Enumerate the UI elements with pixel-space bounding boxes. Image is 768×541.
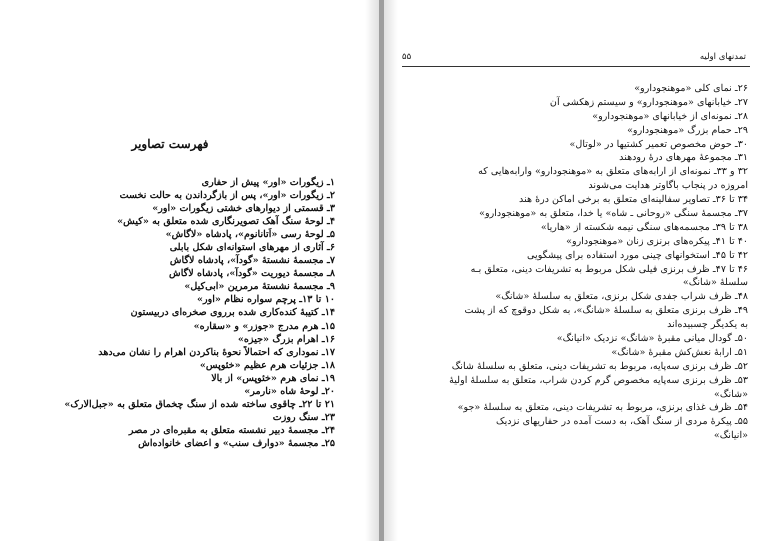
list-item-line: ۵۱ـ ارابهٔ نعش‌کش مقبرهٔ «شانگ» xyxy=(611,346,748,358)
toc-entry: ۴ـ لوحهٔ سنگ آهک تصویرنگاری شده متعلق به «کیش» xyxy=(117,216,335,228)
list-item-line: «شانگ» xyxy=(714,388,748,400)
illustration-list-continued xyxy=(422,82,748,443)
list-item xyxy=(422,415,748,443)
toc-entry: ۵ـ لوحهٔ رسی «اَتانانوم»، پادشاه «لاگاش» xyxy=(165,229,335,241)
toc-entry: ۳ـ قسمتی از دیوارهای خشتی زیگورات «اور» xyxy=(152,203,335,215)
list-item-line: ۴۸ـ ظرف شراب جفدی شکل برنزی، متعلق به سلسلهٔ «شانگ» xyxy=(495,291,748,303)
list-item xyxy=(422,124,748,138)
list-item xyxy=(422,332,748,346)
toc-entry: ۱ـ زیگورات «اور» پیش از حفاری xyxy=(201,177,335,188)
list-item xyxy=(422,207,748,221)
running-header xyxy=(402,52,750,67)
list-item-line: ۵۲ـ ظرف برنزی سه‌پایه، مربوط به تشریفات دینی، متعلق به سلسلهٔ شانگ xyxy=(451,360,748,372)
list-item-line: ۲۶ـ نمای کلی «موهنجودارو» xyxy=(634,83,748,94)
running-title: تمدنهای اولیه xyxy=(699,52,746,62)
list-item xyxy=(422,263,748,291)
left-page xyxy=(0,0,379,541)
list-item-line: ۳۸ تا ۳۹ـ مجسمه‌های سنگی نیمه شکسته از «هاریا» xyxy=(540,221,748,233)
list-item xyxy=(422,346,748,360)
toc-entry: ۷ـ مجسمهٔ نشستهٔ «گودآ»، پادشاه لاگاش xyxy=(169,255,335,267)
list-item-line: ۵۴ـ ظرف غذای برنزی، مربوط به تشریفات دینی، متعلق به سلسلهٔ «جو» xyxy=(457,402,748,414)
illustration-list xyxy=(60,176,335,450)
toc-entry: ۱۰ تا ۱۳ـ پرچم سواره نظام «اور» xyxy=(196,294,335,306)
list-item xyxy=(422,235,748,249)
list-item-line: «انیانگ» xyxy=(713,430,748,442)
page-shadow xyxy=(384,0,398,541)
list-item-line: سلسلهٔ «شانگ» xyxy=(682,277,748,289)
list-item-line: ۵۰ـ گودال میانی مقبرهٔ «شانگ» نزدیک «انیانگ» xyxy=(556,333,748,345)
list-item xyxy=(422,401,748,415)
list-item-line: ۴۹ـ ظرف برنزی متعلق به سلسلهٔ «شانگ»، به شکل دوقوچ که از پشت xyxy=(464,305,748,317)
toc-entry: ۲ـ زیگورات «اور»، پس از بازگرداندن به حالت نخست xyxy=(119,190,335,202)
toc-entry: ۱۵ـ هرم مدرج «جوزر» و «سقاره» xyxy=(193,320,335,332)
list-item xyxy=(422,290,748,304)
list-item-line: ۵۳ـ ظرف برنزی سه‌پایه مخصوص گرم کردن شراب، متعلق به سلسلهٔ اولیهٔ xyxy=(449,374,748,386)
list-item-line: ۲۹ـ حمام بزرگ «موهنجودارو» xyxy=(627,124,748,136)
toc-entry: ۲۰ـ لوحهٔ شاه «نارمر» xyxy=(244,385,335,397)
toc-entry: ۱۶ـ اهرام بزرگ «جیزه» xyxy=(237,333,335,345)
list-item-line: ۴۲ تا ۴۵ـ استخوانهای چینی مورد استفاده برای پیشگویی xyxy=(527,249,748,261)
toc-entry: ۶ـ آثاری از مهرهای استوانه‌ای شکل بابلی xyxy=(169,242,335,254)
list-item-line: ۲۷ـ خیابانهای «موهنجودارو» و سیستم زهکشی آن xyxy=(549,96,748,108)
list-item xyxy=(422,110,748,124)
list-item-line: امروزه در پنجاب باگاوتر هدایت می‌شوند xyxy=(588,180,748,192)
toc-entry: ۱۸ـ جزئیات هرم عظیم «خئوپس» xyxy=(199,359,335,371)
list-item-line: ۳۷ـ مجسمهٔ سنگی «روحانی ـ شاه» یا خدا، متعلق به «موهنجودارو» xyxy=(479,208,748,220)
list-item xyxy=(422,151,748,165)
toc-entry: ۲۴ـ مجسمهٔ دبیر نشسته متعلق به مقبره‌ای در مصر xyxy=(128,424,335,436)
toc-entry: ۲۵ـ مجسمهٔ «دوارف سنب» و اعضای خانواده‌اش xyxy=(138,437,335,449)
toc-entry: ۸ـ مجسمهٔ دیوریت «گودآ»، پادشاه لاگاش xyxy=(169,268,335,280)
page-number: ۵۵ xyxy=(402,52,412,62)
list-item-line: ۴۰ تا ۴۱ـ پیکره‌های برنزی زنان «موهنجودارو» xyxy=(566,235,748,247)
list-item-line: ۳۰ـ حوض مخصوص تعمیر کشتیها در «لوتال» xyxy=(569,138,748,150)
toc-entry: ۲۳ـ سنگ روزت xyxy=(272,411,335,423)
list-item xyxy=(422,96,748,110)
page-shadow xyxy=(365,0,379,541)
toc-entry: ۱۹ـ نمای هرم «خئوپس» از بالا xyxy=(211,372,335,384)
list-item xyxy=(422,138,748,152)
toc-entry: ۹ـ مجسمهٔ نشستهٔ مرمرین «ابی‌کیل» xyxy=(184,281,335,293)
list-item-line: ۳۴ تا ۳۶ـ تصاویر سفالینه‌ای متعلق به برخی اماکن درهٔ هند xyxy=(519,194,748,206)
list-item-line: ۴۶ تا ۴۷ـ ظرف برنزی فیلی شکل مربوط به تشریفات دینی، متعلق بـه xyxy=(470,263,748,275)
list-item-line: ۵۵ـ پیکرهٔ مردی از سنگ آهک، به دست آمده در حفاریهای نزدیک xyxy=(496,416,748,428)
toc-entry: ۲۱ تا ۲۲ـ چاقوی ساخته شده از سنگ چخماق متعلق به «جبل‌الارک» xyxy=(64,398,335,410)
list-item xyxy=(422,249,748,263)
right-page xyxy=(384,0,768,541)
toc-entry: ۱۷ـ نموداری که احتمالاً نحوهٔ بناکردن اهرام را نشان می‌دهد xyxy=(98,346,335,358)
toc-entry: ۱۴ـ کتیبهٔ کنده‌کاری شده برروی صخره‌ای دربیستون xyxy=(130,307,335,319)
list-item xyxy=(422,221,748,235)
list-item xyxy=(422,82,748,96)
list-item-line: به یکدیگر چسبیده‌اند xyxy=(667,319,748,331)
toc-title: فهرست تصاویر xyxy=(131,137,209,151)
list-item-line: ۳۲ و ۳۳ـ نمونه‌ای از ارابه‌های متعلق به «موهنجودارو» وارابه‌هایی که xyxy=(478,166,748,178)
list-item xyxy=(422,304,748,332)
list-item xyxy=(422,193,748,207)
list-item xyxy=(422,360,748,374)
list-item xyxy=(422,374,748,402)
list-item-line: ۲۸ـ نمونه‌ای از خیابانهای «موهنجودارو» xyxy=(592,110,748,122)
list-item-line: ۳۱ـ مجموعهٔ مهرهای درهٔ رودهند xyxy=(619,152,748,164)
list-item xyxy=(422,165,748,193)
